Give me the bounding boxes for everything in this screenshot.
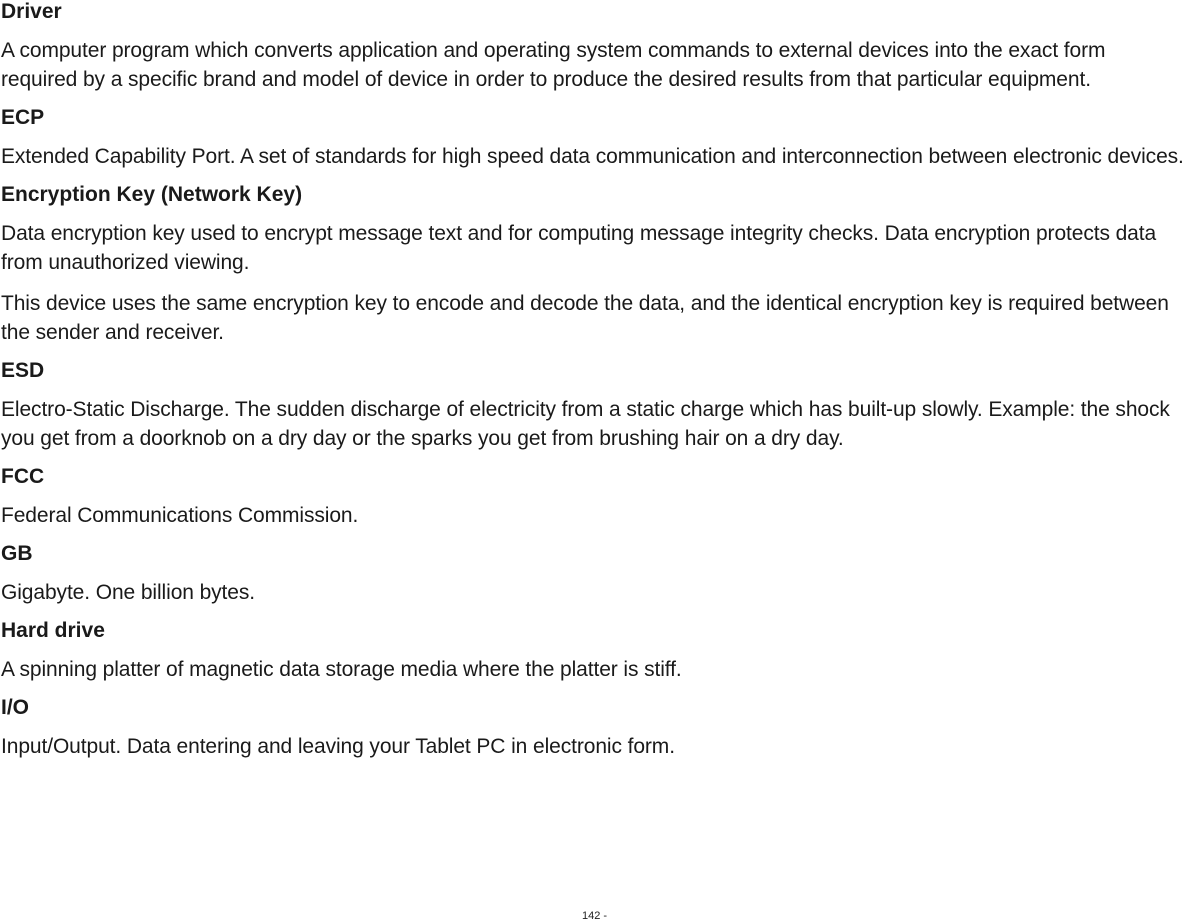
glossary-definition: Extended Capability Port. A set of standards for high speed data communication and interconnection between electronic devices. [1, 145, 1184, 168]
glossary-list [1, 0, 1187, 773]
glossary-definition: Gigabyte. One billion bytes. [1, 581, 256, 604]
glossary-definition: Electro-Static Discharge. The sudden discharge of electricity from a static charge which has built-up slowly. Example: the shock you get from a doorknob on a dry day or the sparks you get from brushing hair on a dry day. [1, 398, 1170, 450]
glossary-entry-gb [1, 542, 1187, 607]
glossary-term: ESD [1, 359, 45, 382]
page-number: 142 - [581, 910, 608, 922]
glossary-entry-io [1, 696, 1187, 761]
glossary-definition: Input/Output. Data entering and leaving your Tablet PC in electronic form. [1, 735, 675, 758]
glossary-term: I/O [1, 696, 30, 719]
glossary-definition: This device uses the same encryption key to encode and decode the data, and the identical encryption key is required between the sender and receiver. [1, 292, 1169, 344]
glossary-term: GB [1, 542, 33, 565]
glossary-definition: A spinning platter of magnetic data storage media where the platter is stiff. [1, 658, 682, 681]
glossary-entry-encryption-key [1, 183, 1187, 347]
glossary-entry-driver [1, 0, 1187, 94]
glossary-definition: A computer program which converts application and operating system commands to external devices into the exact form required by a specific brand and model of device in order to produce the desired results from that particular equipment. [1, 39, 1106, 91]
glossary-term: Encryption Key (Network Key) [1, 183, 303, 206]
glossary-entry-hard-drive [1, 619, 1187, 684]
glossary-definition: Data encryption key used to encrypt message text and for computing message integrity checks. Data encryption protects data from unauthorized viewing. [1, 222, 1157, 274]
glossary-term: Hard drive [1, 619, 105, 642]
glossary-entry-ecp [1, 106, 1187, 171]
glossary-entry-esd [1, 359, 1187, 453]
glossary-term: ECP [1, 106, 45, 129]
glossary-entry-fcc [1, 465, 1187, 530]
glossary-term: FCC [1, 465, 45, 488]
glossary-definition: Federal Communications Commission. [1, 504, 359, 527]
glossary-term: Driver [1, 0, 62, 23]
